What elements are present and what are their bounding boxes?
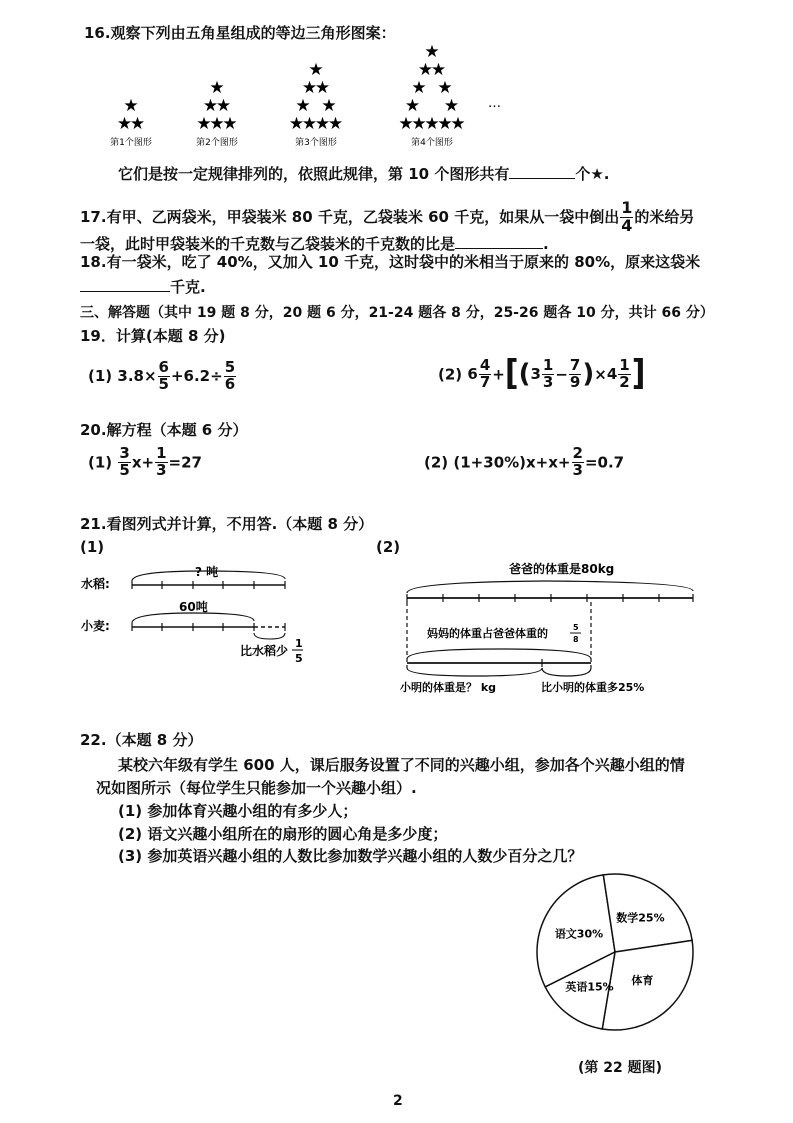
q19-p2-times: × — [594, 365, 607, 384]
q19-p1-frac2-den: 6 — [224, 374, 236, 393]
pattern-ellipsis: … — [488, 96, 501, 111]
star-icon: ★ — [424, 114, 440, 134]
q22-title: 22.（本题 8 分） — [80, 731, 203, 749]
pie-slice-label: 英语15% — [565, 980, 614, 994]
q18-line1: 18.有一袋米，吃了 40%，又加入 10 千克，这时袋中的米相当于原来的 80%，原来这袋米 — [80, 253, 701, 271]
q19-p2-mixed1 — [467, 358, 492, 391]
q16-answer-blank[interactable] — [509, 178, 575, 179]
star-icon: ★ — [314, 114, 331, 134]
q22-intro-a: 某校六年级有学生 600 人，课后服务设置了不同的兴趣小组，参加各个兴趣小组的情 — [118, 756, 685, 774]
q22-intro-b: 况如图所示（每位学生只能参加一个兴趣小组）. — [96, 779, 417, 797]
figure-label-3: 第3个图形 — [295, 138, 337, 148]
q20-p2-frac-num: 2 — [572, 444, 583, 462]
less-frac-den: 5 — [295, 652, 303, 665]
q19-p2-w1: 6 — [467, 365, 478, 384]
q19-p2-frac4-den: 2 — [619, 372, 630, 391]
q19-p2-frac3-num: 7 — [569, 356, 581, 374]
less-label: 比水稻少 — [240, 644, 289, 658]
star-icon: ★ — [424, 42, 440, 62]
q20-p2-label: (2) — [424, 453, 449, 472]
q19-p2-plus: + — [492, 365, 505, 384]
q19-p2-frac3 — [569, 358, 581, 391]
pie-slice-label: 语文30% — [554, 927, 604, 941]
q19-p2-frac1 — [479, 358, 491, 391]
q19-p2-frac3-den: 9 — [569, 372, 581, 391]
q19-p1-b: +6.2÷ — [170, 366, 223, 385]
q19-title: 19．计算(本题 8 分) — [80, 327, 226, 345]
q20-p2-frac-den: 3 — [572, 460, 583, 479]
q20-p1-a: x+ — [131, 453, 155, 472]
q19-p1-a: 3.8× — [117, 366, 157, 385]
q17-answer-blank[interactable] — [455, 248, 543, 249]
star-icon: ★ — [327, 114, 344, 134]
q19-p1-frac1-num: 6 — [158, 358, 169, 376]
q21-p1-label: (1) — [80, 538, 105, 556]
q19-p2-frac2 — [542, 358, 554, 391]
q22-sub2: (2) 语文兴趣小组所在的扇形的圆心角是多少度； — [118, 825, 448, 843]
q19-p2-frac4 — [618, 358, 630, 391]
q19-p2-mixed3 — [607, 358, 632, 391]
q22-sub3: (3) 参加英语兴趣小组的人数比参加数学兴趣小组的人数少百分之几？ — [118, 847, 583, 865]
q16-sentence-before: 它们是按一定规律排列的，依照此规律，第 10 个图形共有 — [118, 165, 510, 183]
star-icon: ★ — [430, 60, 447, 80]
q20-problem1 — [88, 446, 202, 479]
q19-p2-mixed2 — [530, 358, 555, 391]
interest-group-pie-chart — [520, 868, 710, 1038]
figure-label-2: 第2个图形 — [196, 138, 238, 148]
q17-text-c: 一袋，此时甲袋装米的千克数与乙袋装米的千克数的比是 — [80, 235, 456, 253]
q18-text-b: 千克. — [170, 278, 206, 296]
pie-slice-label: 数学25% — [616, 911, 665, 925]
star-icon: ★ — [301, 114, 318, 134]
mom-frac-num: 5 — [573, 623, 579, 632]
star-icon: ★ — [215, 96, 232, 116]
star-icon: ★ — [437, 78, 453, 98]
q19-p2-right-bracket: ] — [631, 353, 646, 394]
dad-weight-label: 爸爸的体重是80kg — [509, 562, 615, 576]
star-icon: ★ — [209, 114, 225, 134]
q19-p1-frac2-num: 5 — [224, 358, 236, 376]
q19-problem2 — [438, 353, 646, 394]
q20-problem2 — [424, 446, 624, 479]
star-icon: ★ — [295, 96, 311, 116]
q19-p2-frac2-num: 1 — [542, 356, 554, 374]
xm-weight-label: 小明的体重是？ kg — [400, 681, 497, 694]
star-icon: ★ — [437, 114, 453, 134]
q16-sentence-after: 个★. — [575, 165, 610, 183]
q21-p2-label: (2) — [376, 538, 401, 556]
mom-ratio-label: 妈妈的体重占爸爸体重的 — [427, 627, 548, 640]
dad-brace — [407, 581, 693, 593]
q20-p2-a: (1+30%)x+x+ — [453, 453, 571, 472]
q19-p1-frac1-den: 5 — [158, 374, 169, 393]
q18-line2 — [80, 276, 206, 297]
q19-p2-frac1-den: 7 — [479, 372, 491, 391]
q16-sentence — [118, 163, 609, 184]
q19-p2-w2: 3 — [530, 365, 541, 384]
q19-p2-label: (2) — [438, 365, 463, 384]
wheat-value-label: 60吨 — [179, 600, 208, 614]
q20-p1-frac1 — [118, 446, 130, 479]
q22-chart-caption: (第 22 题图) — [578, 1060, 663, 1076]
star-icon: ★ — [116, 114, 133, 134]
figure-label-1: 第1个图形 — [110, 138, 152, 148]
q18-answer-blank[interactable] — [80, 291, 170, 292]
q17-text-b: 的米给另 — [634, 207, 695, 226]
q16-title: 16.观察下列由五角星组成的等边三角形图案： — [84, 24, 396, 42]
q19-p2-left-bracket: [ — [504, 353, 519, 394]
figure-label-4: 第4个图形 — [411, 138, 453, 148]
q17-frac-den: 4 — [621, 215, 633, 235]
star-icon: ★ — [301, 78, 318, 98]
star-icon: ★ — [398, 114, 414, 134]
star-icon: ★ — [314, 78, 331, 98]
q17-fraction — [620, 200, 633, 235]
more-brace — [542, 668, 591, 676]
pie-slice-label: 体育 — [631, 973, 654, 987]
q19-p1-frac1 — [158, 360, 170, 393]
q19-p2-left-paren: ( — [518, 359, 531, 390]
q19-p2-minus: − — [555, 365, 568, 384]
mom-brace-top — [407, 649, 591, 659]
q20-p1-frac2-num: 1 — [156, 444, 167, 462]
rice-total-label: ? 吨 — [195, 565, 219, 579]
q17-frac-num: 1 — [621, 198, 633, 217]
q21-title: 21.看图列式并计算，不用答.（本题 8 分） — [80, 515, 374, 533]
q19-p1-frac2 — [224, 360, 236, 393]
star-icon: ★ — [411, 114, 427, 134]
q20-p1-frac2 — [155, 446, 167, 479]
star-icon: ★ — [202, 96, 219, 116]
more-weight-label: 比小明的体重多25% — [541, 681, 645, 694]
q19-p2-frac2-den: 3 — [542, 372, 554, 391]
q20-p1-frac1-num: 3 — [119, 444, 130, 462]
q20-p2-b: =0.7 — [584, 453, 625, 472]
wheat-brace — [132, 613, 254, 623]
star-icon: ★ — [411, 78, 427, 98]
star-icon: ★ — [209, 78, 225, 98]
q22-sub1: (1) 参加体育兴趣小组的有多少人； — [118, 802, 358, 820]
q19-problem1 — [88, 360, 237, 393]
q19-p2-right-paren: ) — [582, 359, 595, 390]
q17-line1 — [80, 200, 694, 235]
star-icon: ★ — [308, 60, 324, 80]
star-icon: ★ — [288, 114, 305, 134]
xm-brace — [407, 668, 542, 676]
q20-p1-frac1-den: 5 — [119, 460, 130, 479]
q20-title: 20.解方程（本题 6 分） — [80, 421, 248, 439]
mom-frac-den: 8 — [573, 635, 579, 644]
q19-p1-label: (1) — [88, 366, 113, 385]
q19-p2-frac1-num: 4 — [479, 356, 491, 374]
q17-text-a: 17.有甲、乙两袋米，甲袋装米 80 千克，乙袋装米 60 千克，如果从一袋中倒出 — [80, 207, 620, 226]
q20-p1-b: =27 — [168, 453, 202, 472]
rice-label: 水稻: — [81, 577, 110, 591]
star-icon: ★ — [443, 96, 460, 116]
line-diagram-1 — [75, 555, 335, 675]
page-number: 2 — [393, 1093, 403, 1109]
star-icon: ★ — [196, 114, 212, 134]
star-icon: ★ — [123, 96, 139, 116]
q19-p2-frac4-num: 1 — [619, 356, 630, 374]
star-icon: ★ — [417, 60, 434, 80]
wheat-label: 小麦: — [81, 619, 110, 633]
q20-p2-frac — [572, 446, 584, 479]
section3-title: 三、解答题（其中 19 题 8 分，20 题 6 分，21-24 题各 8 分，25-26 题各 10 分，共计 66 分） — [80, 305, 714, 321]
q17-text-c-end: . — [543, 235, 549, 253]
q20-p1-frac2-den: 3 — [156, 460, 167, 479]
line-diagram-2 — [395, 555, 715, 705]
star-icon: ★ — [450, 114, 466, 134]
star-icon: ★ — [222, 114, 238, 134]
q19-p2-w3: 4 — [606, 365, 618, 384]
star-patterns — [0, 0, 793, 160]
star-icon: ★ — [129, 114, 146, 134]
less-brace — [254, 633, 285, 639]
less-frac-num: 1 — [295, 637, 303, 650]
star-icon: ★ — [404, 96, 421, 116]
star-icon: ★ — [321, 96, 337, 116]
q20-p1-label: (1) — [88, 453, 113, 472]
